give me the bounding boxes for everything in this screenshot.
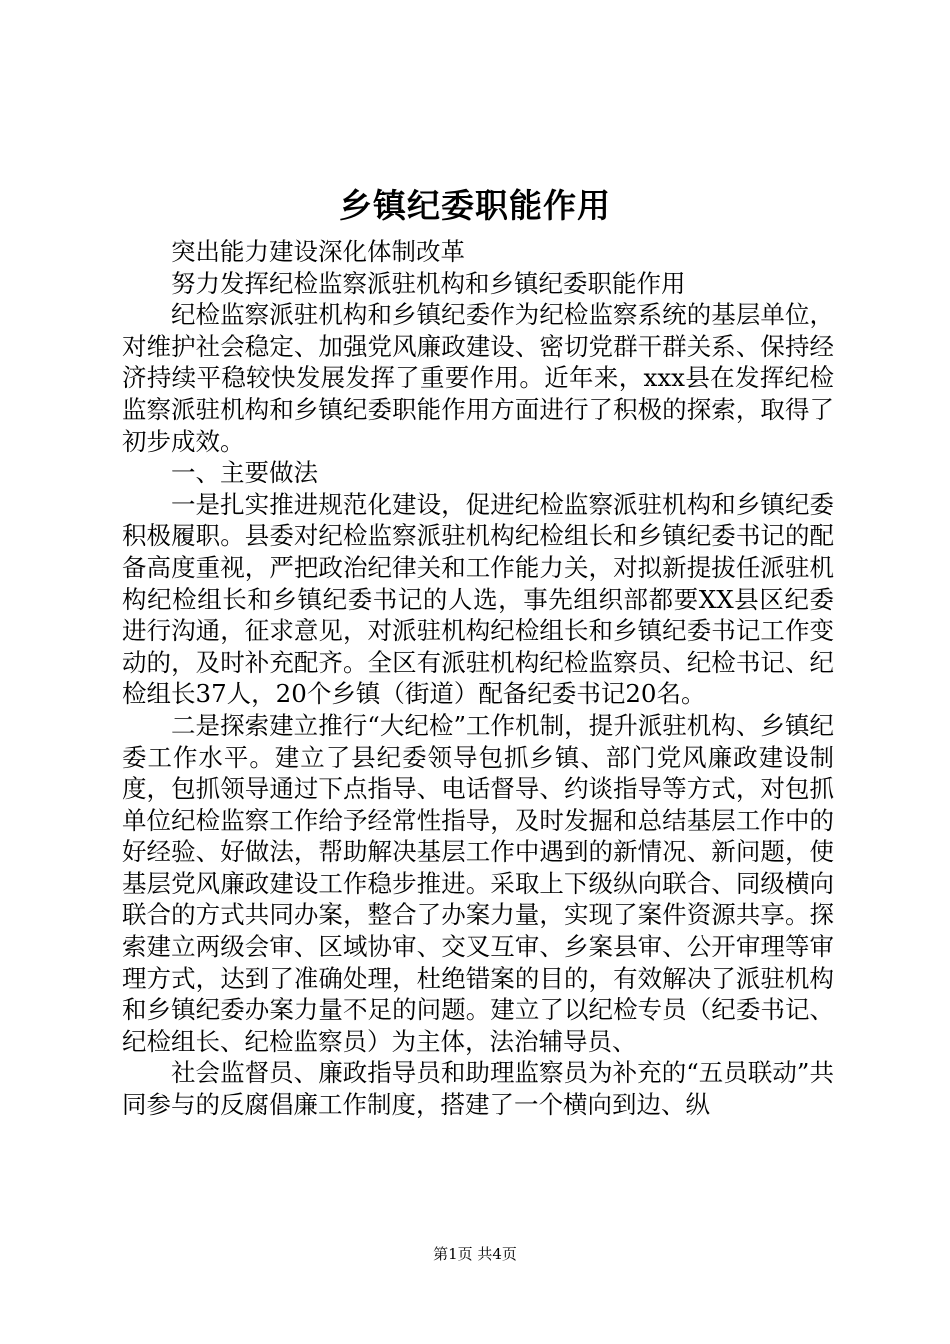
- page-footer: 第1页 共4页: [433, 1245, 517, 1263]
- document-title: 乡镇纪委职能作用: [339, 186, 611, 225]
- paragraph-continuation: 社会监督员、廉政指导员和助理监察员为补充的“五员联动”共同参与的反腐倡廉工作制度，搭建了一个横向到边、纵: [122, 1058, 834, 1120]
- paragraph-second-measure: 二是探索建立推行“大纪检”工作机制，提升派驻机构、乡镇纪委工作水平。建立了县纪委领导包抓乡镇、部门党风廉政建设制度，包抓领导通过下点指导、电话督导、约谈指导等方式，对包抓单位纪检监察工作给予经常性指导，及时发掘和总结基层工作中的好经验、好做法，帮助解决基层工作中遇到的新情况、新问题，使基层党风廉政建设工作稳步推进。采取上下级纵向联合、同级横向联合的方式共同办案，整合了办案力量，实现了案件资源共享。探索建立两级会审、区域协审、交叉互审、乡案县审、公开审理等审理方式，达到了准确处理，杜绝错案的目的，有效解决了派驻机构和乡镇纪委办案力量不足的问题。建立了以纪检专员（纪委书记、纪检组长、纪检监察员）为主体，法治辅导员、: [122, 710, 834, 1056]
- paragraph-first-measure: 一是扎实推进规范化建设，促进纪检监察派驻机构和乡镇纪委积极履职。县委对纪检监察派驻机构纪检组长和乡镇纪委书记的配备高度重视，严把政治纪律关和工作能力关，对拟新提拔任派驻机构纪检组长和乡镇纪委书记的人选，事先组织部都要XX县区纪委进行沟通，征求意见，对派驻机构纪检组长和乡镇纪委书记工作变动的，及时补充配齐。全区有派驻机构纪检监察员、纪检书记、纪检组长37人，20个乡镇（街道）配备纪委书记20名。: [122, 489, 834, 709]
- section-heading: 一、主要做法: [171, 458, 318, 488]
- subtitle-line-2: 努力发挥纪检监察派驻机构和乡镇纪委职能作用: [171, 268, 686, 298]
- paragraph-intro: 纪检监察派驻机构和乡镇纪委作为纪检监察系统的基层单位，对维护社会稳定、加强党风廉政建设、密切党群干群关系、保持经济持续平稳较快发展发挥了重要作用。近年来，xxx县在发挥纪检监察派驻机构和乡镇纪委职能作用方面进行了积极的探索，取得了初步成效。: [122, 300, 834, 456]
- subtitle-line-1: 突出能力建设深化体制改革: [171, 237, 465, 266]
- document-body: [122, 236, 834, 1121]
